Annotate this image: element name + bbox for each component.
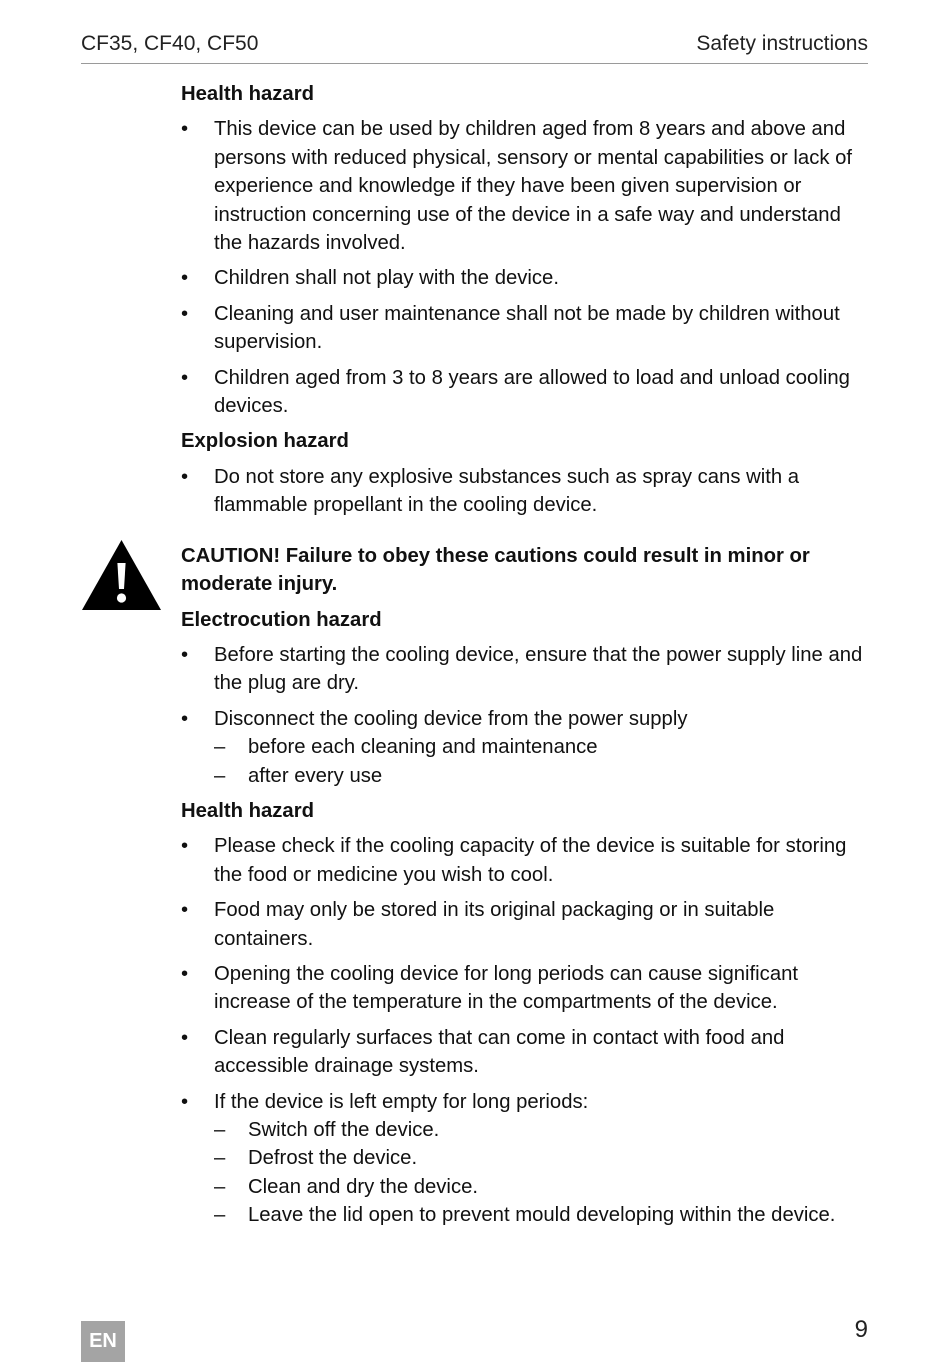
list-item-text: If the device is left empty for long periods: bbox=[214, 1090, 589, 1113]
sub-list-item: – Defrost the device. bbox=[214, 1144, 869, 1172]
safety-content bbox=[181, 80, 869, 1237]
page-header bbox=[81, 30, 868, 64]
warning-triangle-icon bbox=[81, 539, 162, 611]
list-item: • Children aged from 3 to 8 years are allowed to load and unload cooling devices. bbox=[181, 364, 869, 421]
explosion-hazard-list bbox=[181, 463, 869, 520]
sub-list-item: – Switch off the device. bbox=[214, 1116, 869, 1144]
list-item bbox=[181, 1088, 869, 1230]
list-item bbox=[181, 705, 869, 790]
sub-list-item: – before each cleaning and maintenance bbox=[214, 733, 869, 761]
section-title: Safety instructions bbox=[696, 32, 868, 55]
list-item: • Clean regularly surfaces that can come in contact with food and accessible drainage systems. bbox=[181, 1024, 869, 1081]
list-item: • This device can be used by children aged from 8 years and above and persons with reduced physical, sensory or mental capabilities or lack of experience and knowledge if they have been given supervision or instruction concerning use of the device in a safe way and understand the hazards involved. bbox=[181, 115, 869, 257]
sub-list-item: – Clean and dry the device. bbox=[214, 1173, 869, 1201]
list-item: • Food may only be stored in its original packaging or in suitable containers. bbox=[181, 896, 869, 953]
sub-list bbox=[214, 1116, 869, 1230]
list-item: • Please check if the cooling capacity of the device is suitable for storing the food or medicine you wish to cool. bbox=[181, 832, 869, 889]
sub-list-item: – Leave the lid open to prevent mould developing within the device. bbox=[214, 1201, 869, 1229]
sub-list bbox=[214, 733, 869, 790]
section-heading-health-1: Health hazard bbox=[181, 83, 314, 105]
section-heading-health-2: Health hazard bbox=[181, 799, 314, 822]
electrocution-hazard-list bbox=[181, 641, 869, 790]
health-hazard-list-1 bbox=[181, 115, 869, 420]
list-item: • Opening the cooling device for long periods can cause significant increase of the temperature in the compartments of the device. bbox=[181, 960, 869, 1017]
model-name: CF35, CF40, CF50 bbox=[81, 32, 259, 55]
sub-list-item: – after every use bbox=[214, 762, 869, 790]
language-badge: EN bbox=[81, 1321, 125, 1362]
list-item: • Do not store any explosive substances such as spray cans with a flammable propellant in the cooling device. bbox=[181, 463, 869, 520]
section-heading-explosion: Explosion hazard bbox=[181, 430, 349, 453]
section-heading-electrocution: Electrocution hazard bbox=[181, 608, 382, 631]
health-hazard-list-2 bbox=[181, 832, 869, 1229]
caution-statement: CAUTION! Failure to obey these cautions could result in minor or moderate injury. bbox=[181, 544, 810, 596]
list-item: • Cleaning and user maintenance shall not be made by children without supervision. bbox=[181, 300, 869, 357]
list-item: • Children shall not play with the device. bbox=[181, 264, 869, 292]
list-item: • Before starting the cooling device, ensure that the power supply line and the plug are dry. bbox=[181, 641, 869, 698]
page-number: 9 bbox=[854, 1316, 868, 1343]
list-item-text: Disconnect the cooling device from the power supply bbox=[214, 707, 688, 730]
